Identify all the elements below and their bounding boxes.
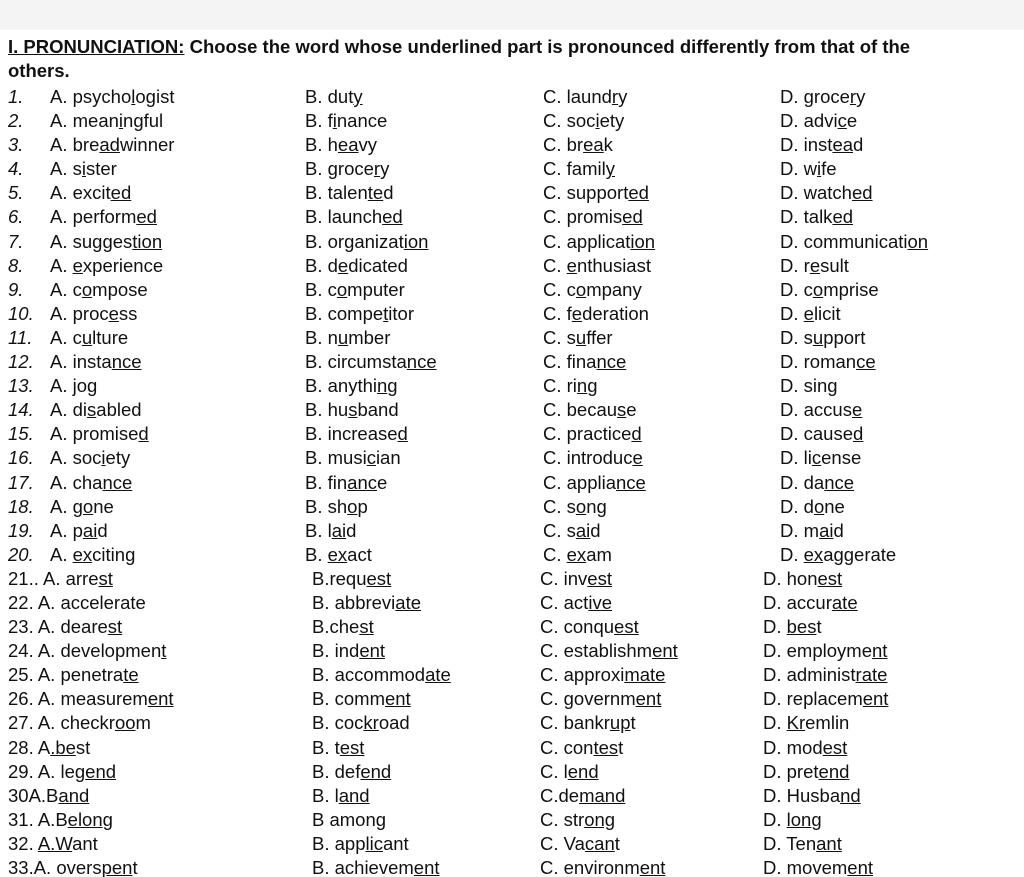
question-row bbox=[0, 157, 1024, 181]
option-b[interactable]: B. husband bbox=[305, 399, 399, 421]
option-c[interactable]: C. supported bbox=[543, 182, 649, 204]
option-a[interactable]: A. exciting bbox=[50, 543, 136, 565]
question-number: 2. bbox=[8, 110, 24, 132]
option-a[interactable]: 32. A.Want bbox=[8, 832, 98, 854]
option-a[interactable]: 25. A. penetrate bbox=[8, 664, 139, 686]
option-c[interactable]: C. enthusiast bbox=[543, 254, 651, 276]
option-a[interactable]: A. instance bbox=[50, 351, 142, 373]
question-row bbox=[0, 85, 1024, 109]
question-row bbox=[0, 350, 1024, 374]
question-number: 16. bbox=[8, 447, 34, 469]
question-row bbox=[0, 230, 1024, 254]
option-b[interactable]: B. land bbox=[312, 784, 370, 806]
question-row bbox=[0, 326, 1024, 350]
question-number: 5. bbox=[8, 182, 24, 204]
question-row bbox=[0, 639, 1024, 663]
option-d[interactable]: D. employment bbox=[763, 640, 888, 662]
question-row bbox=[0, 109, 1024, 133]
question-number: 3. bbox=[8, 134, 24, 156]
question-number: 1. bbox=[8, 86, 24, 107]
option-a[interactable]: 24. A. development bbox=[8, 640, 167, 662]
option-b[interactable]: B.request bbox=[312, 567, 392, 589]
option-a[interactable]: A. experience bbox=[50, 254, 164, 276]
question-row bbox=[0, 181, 1024, 205]
option-a[interactable]: A. chance bbox=[50, 471, 133, 493]
option-a[interactable]: A. disabled bbox=[50, 399, 142, 421]
option-c[interactable]: C. approximate bbox=[540, 664, 666, 686]
question-row bbox=[0, 567, 1024, 591]
question-row bbox=[0, 615, 1024, 639]
option-a[interactable]: A. performed bbox=[50, 206, 157, 228]
option-c[interactable]: C. practiced bbox=[543, 423, 642, 445]
option-c[interactable]: C. finance bbox=[543, 351, 627, 373]
option-d[interactable]: D. watched bbox=[780, 182, 873, 204]
option-c[interactable]: C. government bbox=[540, 688, 662, 710]
question-number: 10. bbox=[8, 302, 34, 324]
option-c[interactable]: C. laundry bbox=[543, 86, 628, 107]
option-a[interactable]: 29. A. legend bbox=[8, 760, 117, 782]
option-c[interactable]: C. society bbox=[543, 110, 625, 132]
option-a[interactable]: A. gone bbox=[50, 495, 114, 517]
option-b[interactable]: B. heavy bbox=[305, 134, 377, 156]
option-b[interactable]: B. computer bbox=[305, 278, 405, 300]
option-c[interactable]: C. song bbox=[543, 495, 607, 517]
option-a[interactable]: 28. A.best bbox=[8, 736, 91, 758]
option-a[interactable]: A. culture bbox=[50, 326, 129, 348]
option-a[interactable]: A. compose bbox=[50, 278, 148, 300]
section-title: I. PRONUNCIATION: bbox=[8, 36, 185, 57]
option-d[interactable]: D. honest bbox=[763, 567, 843, 589]
question-row bbox=[0, 687, 1024, 711]
question-number: 14. bbox=[8, 399, 34, 421]
option-a[interactable]: 23. A. dearest bbox=[8, 616, 123, 638]
option-d[interactable]: D. romance bbox=[780, 351, 876, 373]
option-c[interactable]: C. suffer bbox=[543, 326, 613, 348]
option-a[interactable]: A. sister bbox=[50, 158, 117, 180]
option-d[interactable]: D. grocery bbox=[780, 86, 866, 107]
question-row bbox=[0, 663, 1024, 687]
option-a[interactable]: 33.A. overspent bbox=[8, 857, 138, 877]
option-c[interactable]: C. introduce bbox=[543, 447, 643, 469]
question-number: 7. bbox=[8, 230, 24, 252]
option-b[interactable]: B. test bbox=[312, 736, 365, 758]
top-margin-band bbox=[0, 0, 1024, 30]
option-d[interactable]: D. elicit bbox=[780, 302, 841, 324]
question-row bbox=[0, 205, 1024, 229]
option-d[interactable]: D. communication bbox=[780, 230, 929, 252]
option-b[interactable]: B. abbreviate bbox=[312, 591, 422, 613]
option-d[interactable]: D. license bbox=[780, 447, 862, 469]
question-row bbox=[0, 302, 1024, 326]
option-c[interactable]: C. strong bbox=[540, 808, 616, 830]
option-d[interactable]: D. maid bbox=[780, 519, 844, 541]
option-a[interactable]: 30A.Band bbox=[8, 784, 90, 806]
option-c[interactable]: C. lend bbox=[540, 760, 599, 782]
question-row bbox=[0, 133, 1024, 157]
option-b[interactable]: B. competitor bbox=[305, 302, 414, 324]
option-d[interactable]: D. best bbox=[763, 616, 822, 638]
question-number: 17. bbox=[8, 471, 34, 493]
option-a[interactable]: A. suggestion bbox=[50, 230, 163, 252]
question-number: 18. bbox=[8, 495, 34, 517]
option-c[interactable]: C. bankrupt bbox=[540, 712, 636, 734]
question-list bbox=[0, 85, 1024, 877]
option-c[interactable]: C. family bbox=[543, 158, 615, 180]
question-number: 8. bbox=[8, 254, 24, 276]
question-number: 13. bbox=[8, 375, 34, 397]
option-c[interactable]: C. break bbox=[543, 134, 613, 156]
option-b[interactable]: B. number bbox=[305, 326, 391, 348]
option-b[interactable]: B. applicant bbox=[312, 832, 409, 854]
option-d[interactable]: D. long bbox=[763, 808, 822, 830]
question-number: 11. bbox=[8, 326, 33, 348]
option-a[interactable]: A. promised bbox=[50, 423, 149, 445]
option-a[interactable]: A. meaningful bbox=[50, 110, 164, 132]
option-a[interactable]: A. society bbox=[50, 447, 131, 469]
question-row bbox=[0, 760, 1024, 784]
option-d[interactable]: D. instead bbox=[780, 134, 864, 156]
option-c[interactable]: C. appliance bbox=[543, 471, 646, 493]
question-number: 15. bbox=[8, 423, 34, 445]
question-number: 20. bbox=[8, 543, 34, 565]
instruction-text: Choose the word whose underlined part is pronounced differently from that of the bbox=[184, 36, 911, 57]
option-b[interactable]: B. achievement bbox=[312, 857, 440, 877]
question-row bbox=[0, 711, 1024, 735]
option-a[interactable]: 22. A. accelerate bbox=[8, 591, 146, 613]
option-b[interactable]: B. finance bbox=[305, 471, 388, 493]
option-a[interactable]: A. breadwinner bbox=[50, 134, 175, 156]
option-b[interactable]: B. circumstance bbox=[305, 351, 437, 373]
option-b[interactable]: B. musician bbox=[305, 447, 401, 469]
option-c[interactable]: C. because bbox=[543, 399, 637, 421]
option-d[interactable]: D. administrate bbox=[763, 664, 888, 686]
heading-line-2: others. bbox=[8, 60, 70, 81]
option-d[interactable]: D. Husband bbox=[763, 784, 861, 806]
option-d[interactable]: D. Tenant bbox=[763, 832, 842, 854]
question-number: 12. bbox=[8, 351, 34, 373]
question-number: 6. bbox=[8, 206, 24, 228]
option-a[interactable]: A. excited bbox=[50, 182, 132, 204]
option-d[interactable]: D. sing bbox=[780, 375, 838, 397]
option-d[interactable]: D. wife bbox=[780, 158, 837, 180]
question-row bbox=[0, 278, 1024, 302]
option-b[interactable]: B. launched bbox=[305, 206, 403, 228]
option-a[interactable]: A. psychologist bbox=[50, 86, 175, 107]
option-c[interactable]: C. environment bbox=[540, 857, 666, 877]
option-c[interactable]: C. exam bbox=[543, 543, 612, 565]
question-row bbox=[0, 422, 1024, 446]
option-b[interactable]: B. talented bbox=[305, 182, 394, 204]
question-row bbox=[0, 519, 1024, 543]
option-d[interactable]: D. modest bbox=[763, 736, 848, 758]
option-d[interactable]: D. caused bbox=[780, 423, 864, 445]
option-b[interactable]: B. increased bbox=[305, 423, 408, 445]
option-a[interactable]: 26. A. measurement bbox=[8, 688, 174, 710]
option-d[interactable]: D. Kremlin bbox=[763, 712, 850, 734]
option-d[interactable]: D. talked bbox=[780, 206, 854, 228]
option-b[interactable]: B. duty bbox=[305, 86, 363, 107]
option-b[interactable]: B. grocery bbox=[305, 158, 390, 180]
option-d[interactable]: D. comprise bbox=[780, 278, 879, 300]
option-c[interactable]: C. company bbox=[543, 278, 642, 300]
question-row bbox=[0, 808, 1024, 832]
option-b[interactable]: B. finance bbox=[305, 110, 388, 132]
option-c[interactable]: C. establishment bbox=[540, 640, 678, 662]
question-row bbox=[0, 736, 1024, 760]
question-row bbox=[0, 254, 1024, 278]
option-b[interactable]: B. organization bbox=[305, 230, 429, 252]
question-row bbox=[0, 446, 1024, 470]
option-b[interactable]: B among bbox=[312, 808, 387, 830]
option-c[interactable]: C. ring bbox=[543, 375, 598, 397]
option-d[interactable]: D. accuse bbox=[780, 399, 863, 421]
option-b[interactable]: B. anything bbox=[305, 375, 398, 397]
option-b[interactable]: B. laid bbox=[305, 519, 357, 541]
option-a[interactable]: A. process bbox=[50, 302, 138, 324]
question-row bbox=[0, 856, 1024, 877]
option-d[interactable]: D. movement bbox=[763, 857, 874, 877]
option-b[interactable]: B. exact bbox=[305, 543, 372, 565]
option-d[interactable]: D. result bbox=[780, 254, 849, 276]
option-c[interactable]: C.demand bbox=[540, 784, 626, 806]
question-row bbox=[0, 398, 1024, 422]
option-c[interactable]: C. federation bbox=[543, 302, 649, 324]
option-d[interactable]: D. exaggerate bbox=[780, 543, 897, 565]
option-d[interactable]: D. accurate bbox=[763, 591, 858, 613]
option-c[interactable]: C. contest bbox=[540, 736, 624, 758]
option-a[interactable]: 31. A.Belong bbox=[8, 808, 113, 830]
option-c[interactable]: C. Vacant bbox=[540, 832, 620, 854]
option-d[interactable]: D. advice bbox=[780, 110, 858, 132]
question-row bbox=[0, 591, 1024, 615]
question-number: 4. bbox=[8, 158, 24, 180]
question-number: 19. bbox=[8, 519, 34, 541]
option-b[interactable]: B. defend bbox=[312, 760, 392, 782]
question-row bbox=[0, 543, 1024, 567]
option-d[interactable]: D. replacement bbox=[763, 688, 889, 710]
question-row bbox=[0, 832, 1024, 856]
option-a[interactable]: 27. A. checkroom bbox=[8, 712, 151, 734]
option-a[interactable]: A. jog bbox=[50, 375, 98, 397]
question-row bbox=[0, 495, 1024, 519]
option-c[interactable]: C. promised bbox=[543, 206, 643, 228]
option-d[interactable]: D. pretend bbox=[763, 760, 850, 782]
question-number: 9. bbox=[8, 278, 24, 300]
option-c[interactable]: C. application bbox=[543, 230, 656, 252]
option-d[interactable]: D. support bbox=[780, 326, 866, 348]
option-b[interactable]: B. cockroad bbox=[312, 712, 410, 734]
option-d[interactable]: D. done bbox=[780, 495, 845, 517]
option-a[interactable]: 21.. A. arrest bbox=[8, 567, 113, 589]
option-c[interactable]: C. said bbox=[543, 519, 601, 541]
option-a[interactable]: A. paid bbox=[50, 519, 108, 541]
option-b[interactable]: B. shop bbox=[305, 495, 368, 517]
question-row bbox=[0, 784, 1024, 808]
option-b[interactable]: B. comment bbox=[312, 688, 411, 710]
option-b[interactable]: B. dedicated bbox=[305, 254, 408, 276]
heading-line-1 bbox=[8, 35, 1024, 59]
option-d[interactable]: D. dance bbox=[780, 471, 855, 493]
question-row bbox=[0, 471, 1024, 495]
question-row bbox=[0, 374, 1024, 398]
option-b[interactable]: B. accommodate bbox=[312, 664, 451, 686]
option-b[interactable]: B.chest bbox=[312, 616, 374, 638]
option-c[interactable]: C. invest bbox=[540, 567, 612, 589]
section-heading bbox=[8, 35, 1024, 83]
option-c[interactable]: C. conquest bbox=[540, 616, 639, 638]
option-c[interactable]: C. active bbox=[540, 591, 612, 613]
option-b[interactable]: B. indent bbox=[312, 640, 386, 662]
